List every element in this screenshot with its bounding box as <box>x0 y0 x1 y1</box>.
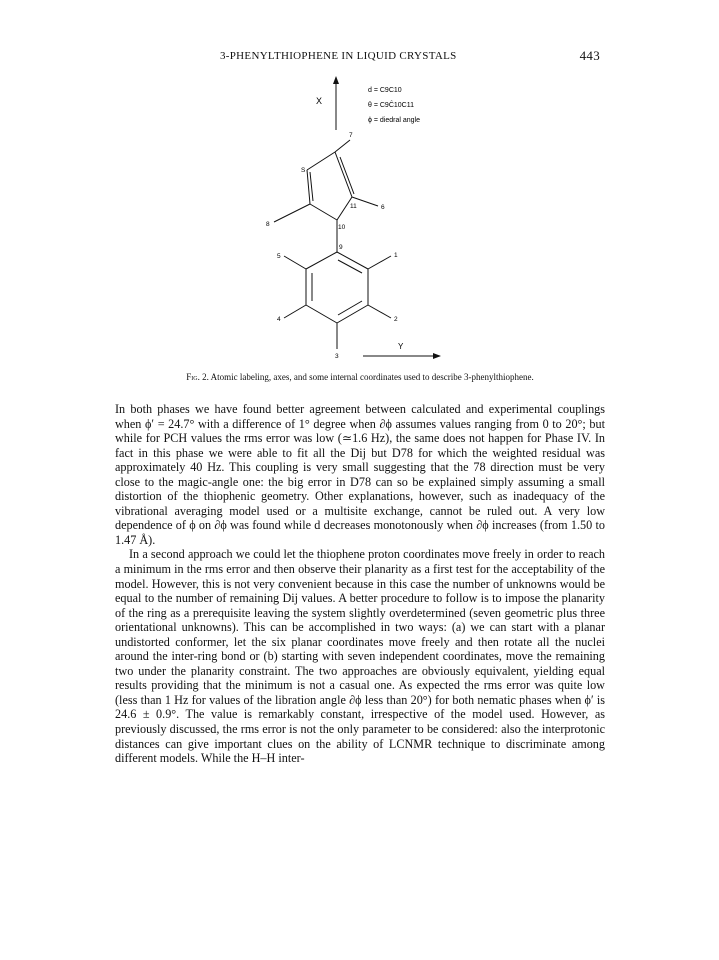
atom-label-S: S <box>301 167 306 174</box>
thiophene-ring <box>274 140 378 252</box>
atom-label-8: 8 <box>266 221 270 228</box>
figure-molecule-diagram <box>240 72 460 372</box>
atom-label-1: 1 <box>394 252 398 259</box>
legend-line-theta: θ = C9Ĉ10C11 <box>368 102 414 109</box>
y-axis-label: Y <box>398 342 404 351</box>
atom-label-6: 6 <box>381 204 385 211</box>
benzene-ring <box>284 252 391 349</box>
body-text <box>115 402 605 766</box>
atom-label-10: 10 <box>338 224 346 231</box>
figure-caption <box>115 372 605 382</box>
figure-caption-label: Fig. 2. <box>186 372 209 382</box>
atom-label-3: 3 <box>335 353 339 360</box>
page-number: 443 <box>579 48 600 63</box>
legend-line-phi: ϕ = diedral angle <box>368 117 420 124</box>
atom-label-5: 5 <box>277 253 281 260</box>
atom-label-9: 9 <box>339 244 343 251</box>
atom-label-2: 2 <box>394 316 398 323</box>
paragraph-1: In both phases we have found better agreement between calculated and experimental couplings when ϕ′ = 24.7° with a difference of 1° degree when ∂ϕ assumes values ranging from 0 to 20°; but while for PCH values the rms error was low (≃1.6 Hz), the same does not happen for Phase IV. In fact in this phase we were able to fit all the Dij but D78 for which the weighted residual was approximately 40 Hz. This coupling is very small suggesting that the 78 direction must be very close to the magic-angle one: the big error in D78 can so be explained simply assuming a small distortion of the thiophenic geometry. Other explanations, however, such as inadequacy of the vibrational averaging model used or a multisite exchange, cannot be ruled out. A very low dependence of ϕ on ∂ϕ was found while d decreases monotonously when ∂ϕ increases (from 1.50 to 1.47 Å). <box>115 402 605 547</box>
molecule-svg <box>240 72 460 372</box>
atom-label-4: 4 <box>277 316 281 323</box>
atom-label-7: 7 <box>349 132 353 139</box>
legend-line-d: d = C9C10 <box>368 87 402 94</box>
running-title: 3-PHENYLTHIOPHENE IN LIQUID CRYSTALS <box>220 50 457 62</box>
paragraph-2: In a second approach we could let the thiophene proton coordinates move freely in order to reach a minimum in the rms error and then observe their planarity as a first test for the acceptability of the model. However, this is not very convenient because in this case the number of unknowns would be equal to the number of remaining Dij values. A better procedure to follow is to impose the planarity of the ring as a prerequisite leaving the system slightly overdetermined (seven geometric plus three orientational unknowns). This can be accomplished in two ways: (a) we can start with a planar undistorted conformer, let the six planar coordinates move freely and then rotate all the nuclei around the inter-ring bond or (b) starting with seven independent coordinates, move the remaining two under the planarity constraint. The two approaches are obviously equivalent, yielding equal results providing that the minimum is not a casual one. As expected the rms error was quite low (less than 1 Hz for values of the libration angle ∂ϕ less than 20°) for both nematic phases when ϕ′ is 24.6 ± 0.9°. The value is remarkably constant, irrespective of the model used. However, as previously discussed, the rms error is not the only parameter to be considered: also the interprotonic distances can give important clues on the ability of LCNMR technique to discriminate among different models. While the H–H inter- <box>115 547 605 766</box>
figure-caption-text: Atomic labeling, axes, and some internal coordinates used to describe 3-phenylthiophene. <box>210 372 534 382</box>
x-axis-label: X <box>316 96 323 106</box>
running-head <box>180 48 600 66</box>
atom-label-11: 11 <box>350 203 357 210</box>
